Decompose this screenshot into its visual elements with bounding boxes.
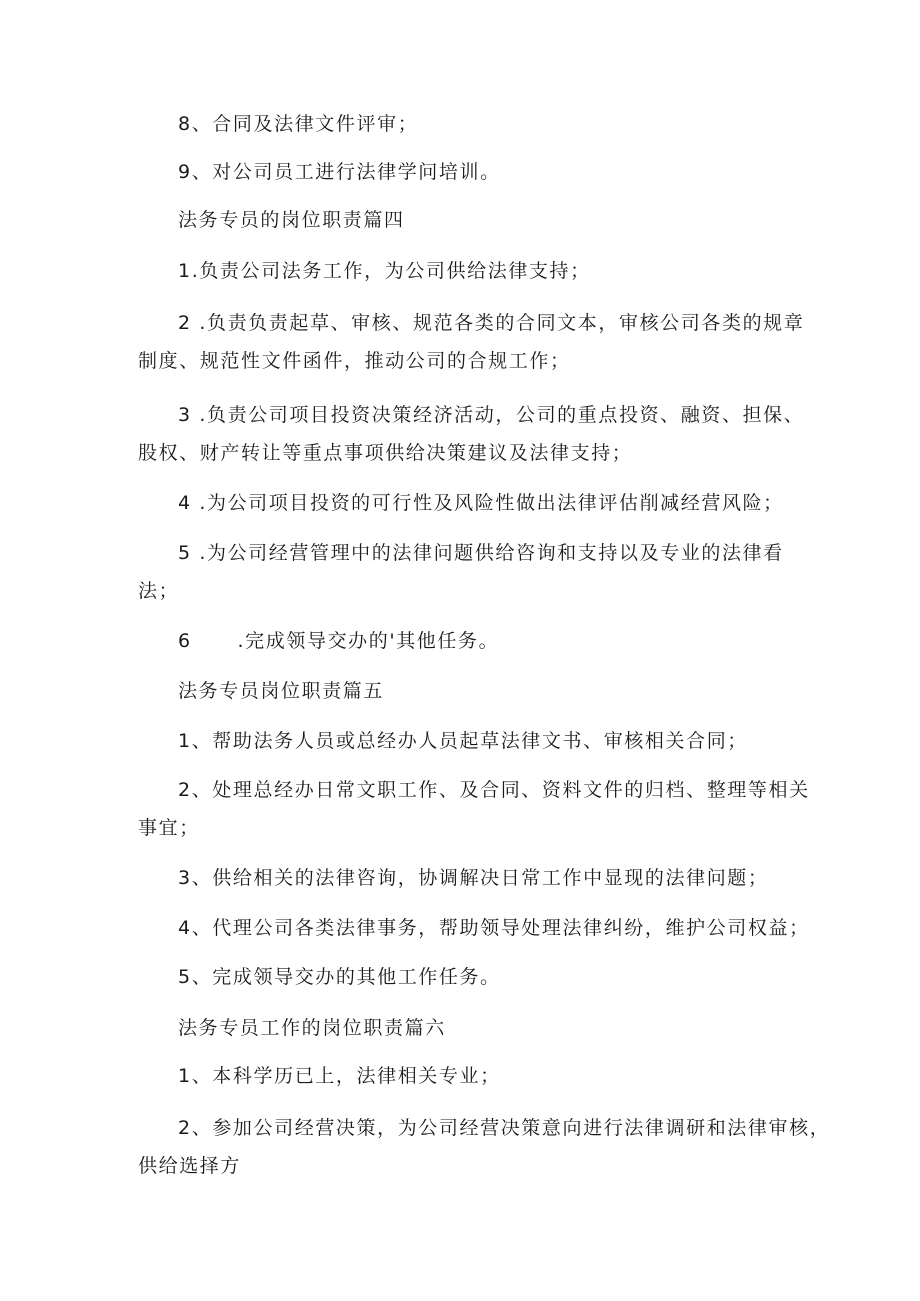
s4-item-2-line-2: 制度、规范性文件函件，推动公司的合规工作；: [138, 350, 571, 372]
s5-item-2-line-1: 2、处理总经办日常文职工作、及合同、资料文件的归档、整理等相关: [178, 779, 810, 801]
s4-item-5-line-1: 5 .为公司经营管理中的法律问题供给咨询和支持以及专业的法律看: [178, 542, 784, 564]
s5-item-4: 4、代理公司各类法律事务，帮助领导处理法律纠纷，维护公司权益；: [178, 917, 810, 939]
s5-item-1: 1、帮助法务人员或总经办人员起草法律文书、审核相关合同；: [178, 730, 748, 752]
s4-item-5-line-2: 法；: [138, 580, 180, 602]
s6-item-2-line-1: 2、参加公司经营决策，为公司经营决策意向进行法律调研和法律审核，: [178, 1117, 831, 1139]
s4-item-2-line-1: 2 .负责负责起草、审核、规范各类的合同文本，审核公司各类的规章: [178, 312, 805, 334]
s5-item-2-line-2: 事宜；: [138, 817, 200, 839]
item-8: 8、合同及法律文件评审；: [178, 113, 419, 135]
s4-item-1: 1.负责公司法务工作，为公司供给法律支持；: [178, 260, 591, 282]
s6-item-2-line-2: 供给选择方: [138, 1155, 242, 1177]
item-9: 9、对公司员工进行法律学问培训。: [178, 161, 501, 183]
s5-item-3: 3、供给相关的法律咨询，协调解决日常工作中显现的法律问题；: [178, 867, 769, 889]
s4-item-6: 6 .完成领导交办的'其他任务。: [178, 630, 500, 652]
section-heading-5: 法务专员岗位职责篇五: [178, 680, 385, 702]
section-heading-6: 法务专员工作的岗位职责篇六: [178, 1017, 446, 1039]
s4-item-4: 4 .为公司项目投资的可行性及风险性做出法律评估削减经营风险；: [178, 492, 784, 514]
section-heading-4: 法务专员的岗位职责篇四: [178, 209, 405, 231]
s5-item-5: 5、完成领导交办的其他工作任务。: [178, 966, 501, 988]
s4-item-3-line-2: 股权、财产转让等重点事项供给决策建议及法律支持；: [138, 442, 633, 464]
s4-item-3-line-1: 3 .负责公司项目投资决策经济活动，公司的重点投资、融资、担保、: [178, 404, 805, 426]
s6-item-1: 1、本科学历已上，法律相关专业；: [178, 1065, 501, 1087]
